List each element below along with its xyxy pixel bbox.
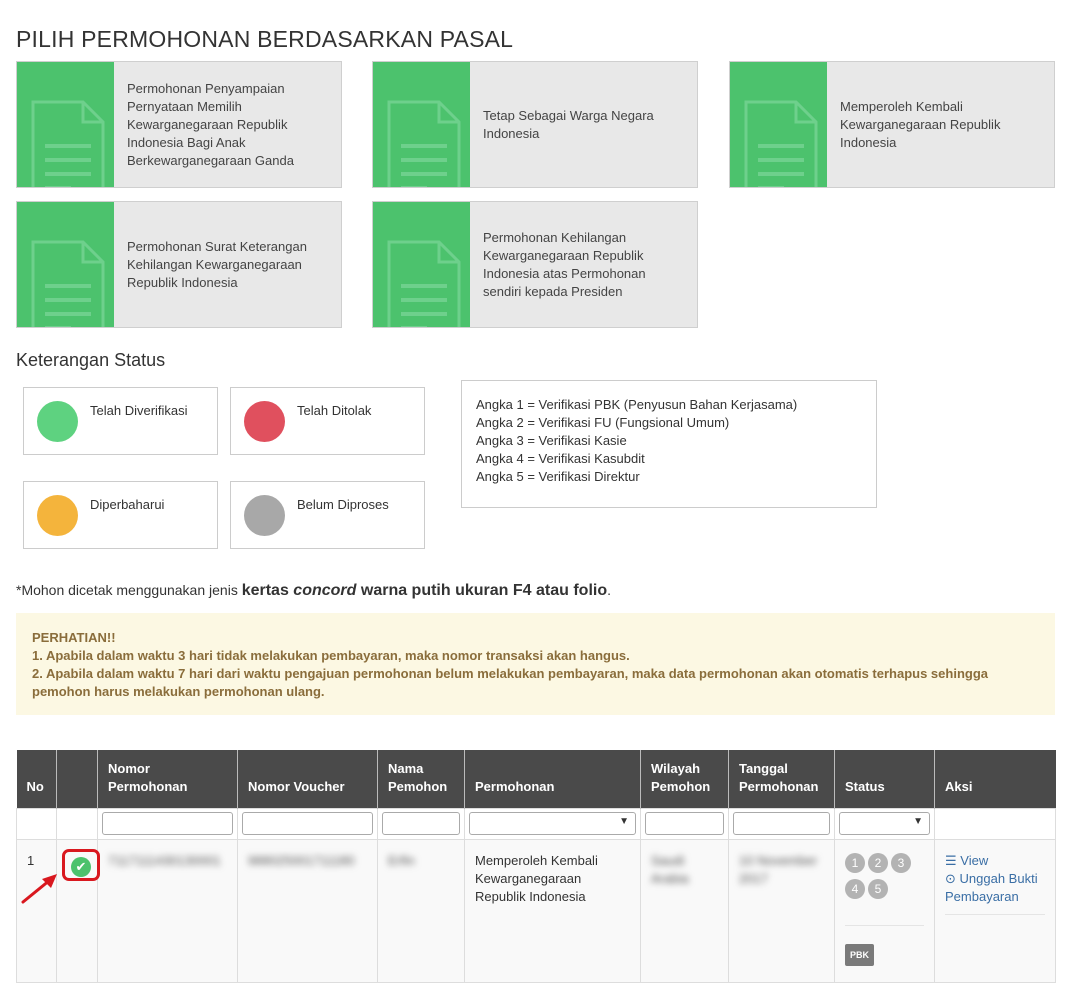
step-info-line: Angka 5 = Verifikasi Direktur	[476, 469, 640, 484]
column-header-nama-pemohon[interactable]: Nama Pemohon	[378, 750, 465, 808]
card-label: Permohonan Surat Keterangan Kehilangan Kewarganegaraan Republik Indonesia	[127, 238, 307, 290]
red-dot-icon	[244, 401, 285, 442]
legend-updated	[23, 481, 218, 549]
card-pilihan-anak-ganda[interactable]	[16, 61, 342, 188]
legend-label: Diperbaharui	[90, 497, 165, 512]
orange-dot-icon	[37, 495, 78, 536]
chevron-down-icon: ▼	[619, 816, 629, 827]
card-band	[373, 202, 470, 327]
step-3-badge: 3	[891, 853, 911, 873]
column-header-nomor-permohonan[interactable]: Nomor Permohonan	[98, 750, 238, 808]
cell-wilayah-pemohon: Saudi Arabia	[641, 839, 729, 982]
cell-nomor-permohonan: 7117111430130001	[98, 839, 238, 982]
note-suffix: .	[607, 582, 611, 598]
legend-label: Belum Diproses	[297, 497, 389, 512]
card-label: Permohonan Kehilangan Kewarganegaraan Republik Indonesia atas Permohonan sendiri kepada Presiden	[483, 229, 646, 299]
cell-permohonan: Memperoleh Kembali Kewarganegaraan Republik Indonesia	[465, 839, 641, 982]
column-header-tanggal-permohonan[interactable]: Tanggal Permohonan	[729, 750, 835, 808]
table-row	[17, 839, 1056, 982]
divider	[845, 925, 924, 926]
document-icon	[387, 240, 461, 327]
filter-nomor-permohonan-input[interactable]	[102, 812, 233, 835]
filter-cell	[729, 808, 835, 839]
cell-tanggal-permohonan: 10 November 2017	[729, 839, 835, 982]
column-header-nomor-voucher[interactable]: Nomor Voucher	[238, 750, 378, 808]
card-band	[17, 202, 114, 327]
list-icon: ☰	[945, 852, 957, 868]
filter-tanggal-input[interactable]	[733, 812, 830, 835]
column-header-permohonan[interactable]: Permohonan	[465, 750, 641, 808]
filter-cell	[835, 808, 935, 839]
legend-verified	[23, 387, 218, 455]
filter-cell-empty	[17, 808, 57, 839]
step-info-line: Angka 1 = Verifikasi PBK (Penyusun Bahan Kerjasama)	[476, 397, 798, 412]
column-header-wilayah-pemohon[interactable]: Wilayah Pemohon	[641, 750, 729, 808]
filter-permohonan-select[interactable]	[469, 812, 636, 835]
step-info-line: Angka 3 = Verifikasi Kasie	[476, 433, 627, 448]
green-dot-icon	[37, 401, 78, 442]
card-memperoleh-kembali[interactable]	[729, 61, 1055, 188]
card-band	[730, 62, 827, 187]
legend-not-processed	[230, 481, 425, 549]
status-section-title: Keterangan Status	[16, 350, 166, 370]
filter-cell-empty	[57, 808, 98, 839]
filter-cell	[238, 808, 378, 839]
card-surat-keterangan-kehilangan[interactable]	[16, 201, 342, 328]
cell-aksi	[935, 839, 1056, 982]
document-icon	[744, 100, 818, 187]
filter-cell	[98, 808, 238, 839]
legend-rejected	[230, 387, 425, 455]
filter-cell	[641, 808, 729, 839]
card-label: Permohonan Penyampaian Pernyataan Memilih Kewarganegaraan Republik Indonesia Bagi Anak Berkewarganegaraan Ganda	[127, 80, 294, 168]
applications-table	[16, 750, 1056, 983]
filter-cell-empty	[935, 808, 1056, 839]
upload-circle-icon: ⊙	[945, 870, 956, 886]
cell-check	[57, 839, 98, 982]
cell-no: 1	[17, 839, 57, 982]
cell-nama-pemohon: Erfin	[378, 839, 465, 982]
alert-line: 2. Apabila dalam waktu 7 hari dari waktu pengajuan permohonan belum melakukan pembayaran, maka data permohonan akan otomatis terhapus sehingga pemohon harus melakukan permohonan ulang.	[32, 666, 988, 699]
note-bold: kertas concord warna putih ukuran F4 atau folio	[241, 582, 608, 599]
card-label: Memperoleh Kembali Kewarganegaraan Republik Indonesia	[840, 98, 1001, 150]
highlight-box	[62, 849, 100, 881]
card-band	[373, 62, 470, 187]
document-icon	[31, 100, 105, 187]
divider	[945, 914, 1045, 915]
step-2-badge: 2	[868, 853, 888, 873]
filter-nama-pemohon-input[interactable]	[382, 812, 460, 835]
view-link[interactable]: ☰ View	[945, 852, 989, 868]
note-prefix: *Mohon dicetak menggunakan jenis	[16, 582, 242, 598]
filter-wilayah-input[interactable]	[645, 812, 724, 835]
filter-cell	[465, 808, 641, 839]
legend-label: Telah Diverifikasi	[90, 403, 188, 418]
step-info-line: Angka 2 = Verifikasi FU (Fungsional Umum)	[476, 415, 730, 430]
upload-payment-link[interactable]: ⊙ Unggah Bukti Pembayaran	[945, 870, 1038, 904]
page-title: PILIH PERMOHONAN BERDASARKAN PASAL	[16, 26, 514, 52]
annotation-arrow-icon	[20, 870, 60, 906]
verification-steps-info	[461, 380, 877, 508]
alert-heading: PERHATIAN!!	[32, 630, 116, 645]
document-icon	[31, 240, 105, 327]
filter-status-select[interactable]	[839, 812, 930, 835]
cell-status	[835, 839, 935, 982]
legend-label: Telah Ditolak	[297, 403, 372, 418]
cell-nomor-voucher: 988025001711180	[238, 839, 378, 982]
filter-cell	[378, 808, 465, 839]
column-header-aksi: Aksi	[935, 750, 1056, 808]
card-band	[17, 62, 114, 187]
document-icon	[387, 100, 461, 187]
card-kehilangan-kepada-presiden[interactable]	[372, 201, 698, 328]
column-header-no[interactable]: No	[17, 750, 57, 808]
status-badge: PBK	[845, 944, 874, 966]
card-label: Tetap Sebagai Warga Negara Indonesia	[483, 107, 654, 141]
step-1-badge: 1	[845, 853, 865, 873]
gray-dot-icon	[244, 495, 285, 536]
warning-alert	[16, 613, 1055, 715]
alert-line: 1. Apabila dalam waktu 3 hari tidak melakukan pembayaran, maka nomor transaksi akan hangus.	[32, 648, 630, 663]
column-header-status[interactable]: Status	[835, 750, 935, 808]
column-header-check	[57, 750, 98, 808]
filter-nomor-voucher-input[interactable]	[242, 812, 373, 835]
print-note	[16, 582, 611, 600]
chevron-down-icon: ▼	[913, 816, 923, 827]
filter-row	[17, 808, 1056, 839]
step-4-badge: 4	[845, 879, 865, 899]
card-tetap-wni[interactable]	[372, 61, 698, 188]
step-info-line: Angka 4 = Verifikasi Kasubdit	[476, 451, 645, 466]
step-5-badge: 5	[868, 879, 888, 899]
verified-check-icon[interactable]: ✔	[71, 857, 91, 877]
